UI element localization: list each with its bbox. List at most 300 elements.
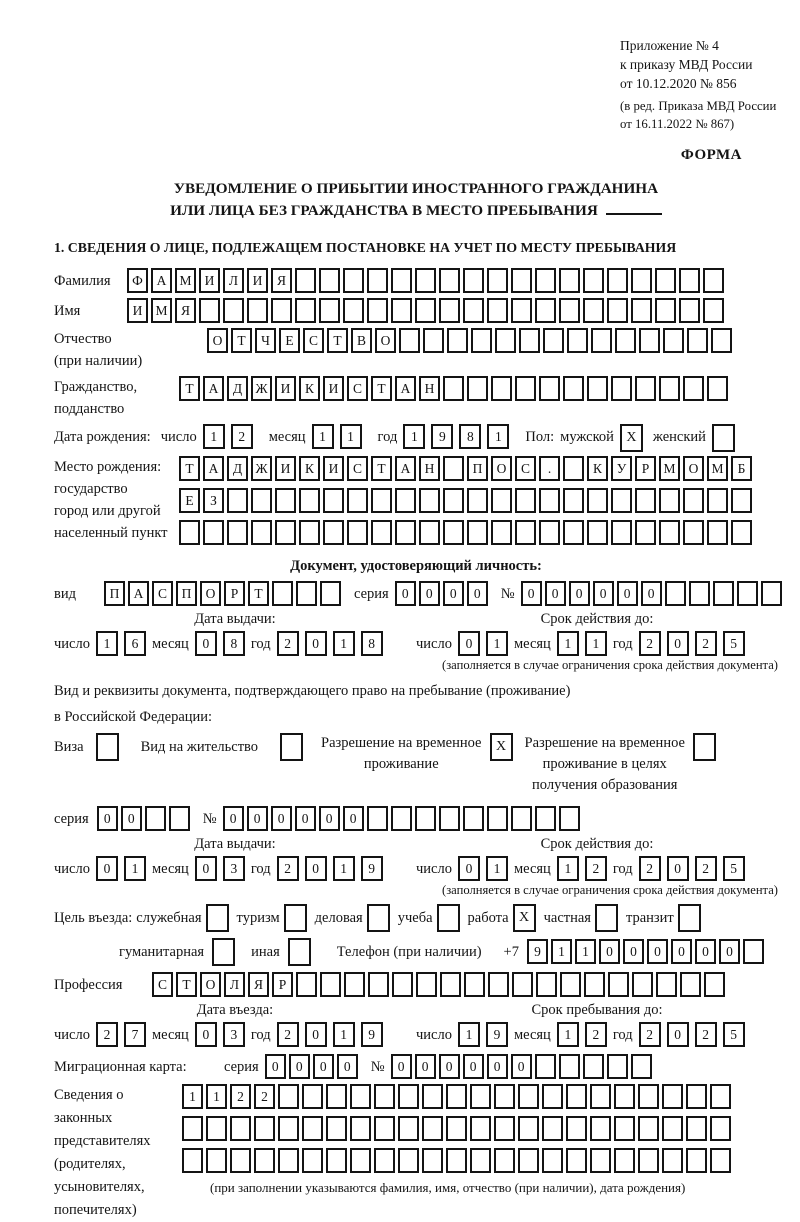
form-cell[interactable] (367, 298, 388, 323)
form-cell[interactable] (743, 939, 764, 964)
form-cell[interactable] (559, 298, 580, 323)
form-cell[interactable]: А (395, 376, 416, 401)
form-cell[interactable]: Ф (127, 268, 148, 293)
form-cell[interactable]: Я (271, 268, 292, 293)
form-cell[interactable]: 7 (124, 1022, 146, 1047)
form-cell[interactable] (464, 972, 485, 997)
form-cell[interactable]: Д (227, 376, 248, 401)
form-cell[interactable] (419, 520, 440, 545)
form-cell[interactable]: 2 (585, 1022, 607, 1047)
form-cell[interactable] (686, 1116, 707, 1141)
form-cell[interactable] (683, 488, 704, 513)
form-cell[interactable] (470, 1148, 491, 1173)
form-cell[interactable] (590, 1084, 611, 1109)
form-cell[interactable] (707, 376, 728, 401)
form-cell[interactable]: 0 (343, 806, 364, 831)
form-cell[interactable]: 2 (639, 631, 661, 656)
form-cell[interactable] (535, 806, 556, 831)
form-cell[interactable]: 2 (277, 1022, 299, 1047)
form-cell[interactable] (631, 298, 652, 323)
form-cell[interactable] (96, 733, 119, 761)
form-cell[interactable] (663, 328, 684, 353)
form-cell[interactable]: 2 (695, 1022, 717, 1047)
form-cell[interactable]: 0 (97, 806, 118, 831)
form-cell[interactable] (518, 1084, 539, 1109)
form-cell[interactable] (515, 376, 536, 401)
form-cell[interactable]: 0 (593, 581, 614, 606)
form-cell[interactable]: 0 (458, 631, 480, 656)
form-cell[interactable] (223, 298, 244, 323)
form-cell[interactable]: П (104, 581, 125, 606)
form-cell[interactable] (320, 972, 341, 997)
form-cell[interactable] (665, 581, 686, 606)
form-cell[interactable]: Д (227, 456, 248, 481)
form-cell[interactable] (422, 1116, 443, 1141)
form-cell[interactable] (607, 1054, 628, 1079)
form-cell[interactable] (271, 298, 292, 323)
form-cell[interactable]: Л (223, 268, 244, 293)
form-cell[interactable] (423, 328, 444, 353)
form-cell[interactable] (687, 328, 708, 353)
form-cell[interactable]: 1 (458, 1022, 480, 1047)
form-cell[interactable]: 0 (599, 939, 620, 964)
form-cell[interactable] (539, 520, 560, 545)
form-cell[interactable]: 0 (195, 1022, 217, 1047)
form-cell[interactable]: 9 (431, 424, 453, 449)
form-cell[interactable]: 1 (403, 424, 425, 449)
form-cell[interactable] (374, 1084, 395, 1109)
form-cell[interactable]: М (659, 456, 680, 481)
form-cell[interactable]: О (200, 972, 221, 997)
form-cell[interactable]: С (152, 581, 173, 606)
form-cell[interactable] (470, 1116, 491, 1141)
form-cell[interactable] (326, 1084, 347, 1109)
form-cell[interactable]: Е (279, 328, 300, 353)
form-cell[interactable]: 9 (527, 939, 548, 964)
form-cell[interactable]: X (513, 904, 536, 932)
form-cell[interactable]: Т (248, 581, 269, 606)
form-cell[interactable]: 1 (486, 856, 508, 881)
form-cell[interactable]: 0 (617, 581, 638, 606)
form-cell[interactable] (206, 1148, 227, 1173)
form-cell[interactable]: А (151, 268, 172, 293)
form-cell[interactable]: 1 (203, 424, 225, 449)
form-cell[interactable] (542, 1116, 563, 1141)
form-cell[interactable] (395, 520, 416, 545)
form-cell[interactable] (416, 972, 437, 997)
form-cell[interactable] (326, 1148, 347, 1173)
form-cell[interactable] (391, 298, 412, 323)
form-cell[interactable] (539, 376, 560, 401)
form-cell[interactable]: 5 (723, 631, 745, 656)
form-cell[interactable] (443, 520, 464, 545)
form-cell[interactable] (350, 1084, 371, 1109)
form-cell[interactable] (587, 488, 608, 513)
form-cell[interactable]: В (351, 328, 372, 353)
form-cell[interactable] (443, 488, 464, 513)
form-cell[interactable]: М (707, 456, 728, 481)
form-cell[interactable] (399, 328, 420, 353)
form-cell[interactable] (326, 1116, 347, 1141)
form-cell[interactable] (608, 972, 629, 997)
form-cell[interactable] (563, 456, 584, 481)
form-cell[interactable] (230, 1116, 251, 1141)
form-cell[interactable]: 0 (195, 856, 217, 881)
form-cell[interactable] (254, 1148, 275, 1173)
form-cell[interactable] (712, 424, 735, 452)
form-cell[interactable] (199, 298, 220, 323)
form-cell[interactable]: 0 (443, 581, 464, 606)
form-cell[interactable] (656, 972, 677, 997)
form-cell[interactable]: П (467, 456, 488, 481)
form-cell[interactable] (655, 298, 676, 323)
form-cell[interactable] (275, 520, 296, 545)
form-cell[interactable] (415, 268, 436, 293)
form-cell[interactable] (488, 972, 509, 997)
form-cell[interactable] (395, 488, 416, 513)
form-cell[interactable]: 2 (231, 424, 253, 449)
form-cell[interactable] (703, 298, 724, 323)
form-cell[interactable] (422, 1084, 443, 1109)
form-cell[interactable] (583, 1054, 604, 1079)
form-cell[interactable] (583, 298, 604, 323)
form-cell[interactable] (638, 1084, 659, 1109)
form-cell[interactable] (662, 1084, 683, 1109)
form-cell[interactable] (422, 1148, 443, 1173)
form-cell[interactable] (439, 806, 460, 831)
form-cell[interactable]: О (207, 328, 228, 353)
form-cell[interactable]: 2 (277, 856, 299, 881)
form-cell[interactable] (487, 298, 508, 323)
form-cell[interactable] (611, 488, 632, 513)
form-cell[interactable]: 1 (575, 939, 596, 964)
form-cell[interactable] (710, 1084, 731, 1109)
form-cell[interactable]: 1 (124, 856, 146, 881)
form-cell[interactable] (471, 328, 492, 353)
form-cell[interactable] (251, 488, 272, 513)
form-cell[interactable] (443, 456, 464, 481)
form-cell[interactable] (179, 520, 200, 545)
form-cell[interactable] (535, 298, 556, 323)
form-cell[interactable] (635, 488, 656, 513)
form-cell[interactable]: П (176, 581, 197, 606)
form-cell[interactable] (347, 488, 368, 513)
form-cell[interactable]: 0 (419, 581, 440, 606)
form-cell[interactable]: 0 (319, 806, 340, 831)
form-cell[interactable] (463, 268, 484, 293)
form-cell[interactable]: С (152, 972, 173, 997)
form-cell[interactable]: 2 (639, 856, 661, 881)
form-cell[interactable] (635, 376, 656, 401)
form-cell[interactable]: 2 (585, 856, 607, 881)
form-cell[interactable]: С (347, 456, 368, 481)
form-cell[interactable] (678, 904, 701, 932)
form-cell[interactable] (212, 938, 235, 966)
form-cell[interactable] (392, 972, 413, 997)
form-cell[interactable] (680, 972, 701, 997)
form-cell[interactable] (711, 328, 732, 353)
form-cell[interactable] (278, 1084, 299, 1109)
form-cell[interactable] (437, 904, 460, 932)
form-cell[interactable]: 0 (667, 631, 689, 656)
form-cell[interactable]: 0 (511, 1054, 532, 1079)
form-cell[interactable]: А (203, 456, 224, 481)
form-cell[interactable] (662, 1148, 683, 1173)
form-cell[interactable] (587, 376, 608, 401)
form-cell[interactable]: 5 (723, 1022, 745, 1047)
form-cell[interactable] (344, 972, 365, 997)
form-cell[interactable] (367, 268, 388, 293)
form-cell[interactable] (467, 376, 488, 401)
form-cell[interactable] (398, 1116, 419, 1141)
form-cell[interactable] (302, 1084, 323, 1109)
form-cell[interactable]: 2 (96, 1022, 118, 1047)
form-cell[interactable]: X (620, 424, 643, 452)
form-cell[interactable] (463, 298, 484, 323)
form-cell[interactable] (463, 806, 484, 831)
form-cell[interactable] (710, 1116, 731, 1141)
form-cell[interactable]: 5 (723, 856, 745, 881)
form-cell[interactable] (491, 488, 512, 513)
form-cell[interactable]: К (587, 456, 608, 481)
form-cell[interactable]: 1 (96, 631, 118, 656)
form-cell[interactable]: А (203, 376, 224, 401)
form-cell[interactable] (203, 520, 224, 545)
form-cell[interactable]: О (200, 581, 221, 606)
form-cell[interactable]: 0 (545, 581, 566, 606)
form-cell[interactable]: Я (175, 298, 196, 323)
form-cell[interactable] (539, 488, 560, 513)
form-cell[interactable]: И (247, 268, 268, 293)
form-cell[interactable] (737, 581, 758, 606)
form-cell[interactable] (683, 376, 704, 401)
form-cell[interactable]: Т (179, 376, 200, 401)
form-cell[interactable]: 0 (487, 1054, 508, 1079)
form-cell[interactable]: А (128, 581, 149, 606)
form-cell[interactable]: 0 (641, 581, 662, 606)
form-cell[interactable]: 0 (395, 581, 416, 606)
form-cell[interactable] (494, 1116, 515, 1141)
form-cell[interactable]: 0 (337, 1054, 358, 1079)
form-cell[interactable] (686, 1084, 707, 1109)
form-cell[interactable] (559, 806, 580, 831)
form-cell[interactable] (491, 520, 512, 545)
form-cell[interactable]: 2 (695, 631, 717, 656)
form-cell[interactable]: 1 (551, 939, 572, 964)
form-cell[interactable]: 0 (719, 939, 740, 964)
form-cell[interactable]: Ж (251, 376, 272, 401)
form-cell[interactable] (296, 972, 317, 997)
form-cell[interactable] (439, 268, 460, 293)
form-cell[interactable] (367, 904, 390, 932)
form-cell[interactable]: 1 (557, 856, 579, 881)
form-cell[interactable] (559, 268, 580, 293)
form-cell[interactable] (590, 1116, 611, 1141)
form-cell[interactable] (230, 1148, 251, 1173)
form-cell[interactable] (683, 520, 704, 545)
form-cell[interactable]: 6 (124, 631, 146, 656)
form-cell[interactable] (247, 298, 268, 323)
form-cell[interactable] (707, 488, 728, 513)
form-cell[interactable] (419, 488, 440, 513)
form-cell[interactable] (227, 520, 248, 545)
form-cell[interactable] (470, 1084, 491, 1109)
form-cell[interactable] (391, 806, 412, 831)
form-cell[interactable]: 1 (333, 631, 355, 656)
form-cell[interactable]: 0 (247, 806, 268, 831)
form-cell[interactable] (284, 904, 307, 932)
form-cell[interactable]: 3 (223, 856, 245, 881)
form-cell[interactable]: 3 (223, 1022, 245, 1047)
form-cell[interactable] (710, 1148, 731, 1173)
form-cell[interactable]: Ж (251, 456, 272, 481)
form-cell[interactable] (693, 733, 716, 761)
form-cell[interactable] (518, 1148, 539, 1173)
form-cell[interactable]: 2 (639, 1022, 661, 1047)
form-cell[interactable] (713, 581, 734, 606)
form-cell[interactable] (299, 520, 320, 545)
form-cell[interactable]: И (275, 456, 296, 481)
form-cell[interactable] (614, 1084, 635, 1109)
form-cell[interactable]: 0 (671, 939, 692, 964)
form-cell[interactable] (320, 581, 341, 606)
form-cell[interactable] (535, 268, 556, 293)
form-cell[interactable]: 0 (223, 806, 244, 831)
form-cell[interactable]: 1 (312, 424, 334, 449)
form-cell[interactable] (467, 520, 488, 545)
form-cell[interactable] (535, 1054, 556, 1079)
form-cell[interactable]: И (323, 376, 344, 401)
form-cell[interactable] (566, 1116, 587, 1141)
form-cell[interactable] (145, 806, 166, 831)
form-cell[interactable] (350, 1148, 371, 1173)
form-cell[interactable]: 1 (333, 1022, 355, 1047)
form-cell[interactable] (371, 520, 392, 545)
form-cell[interactable]: О (491, 456, 512, 481)
form-cell[interactable] (169, 806, 190, 831)
form-cell[interactable] (689, 581, 710, 606)
form-cell[interactable] (659, 520, 680, 545)
form-cell[interactable]: Т (179, 456, 200, 481)
form-cell[interactable] (182, 1148, 203, 1173)
form-cell[interactable]: У (611, 456, 632, 481)
form-cell[interactable]: С (515, 456, 536, 481)
form-cell[interactable] (443, 376, 464, 401)
form-cell[interactable]: Б (731, 456, 752, 481)
form-cell[interactable] (288, 938, 311, 966)
form-cell[interactable] (487, 806, 508, 831)
form-cell[interactable]: 0 (463, 1054, 484, 1079)
form-cell[interactable] (679, 268, 700, 293)
form-cell[interactable] (607, 298, 628, 323)
form-cell[interactable]: Н (419, 376, 440, 401)
form-cell[interactable]: 0 (623, 939, 644, 964)
form-cell[interactable] (511, 268, 532, 293)
form-cell[interactable] (278, 1148, 299, 1173)
form-cell[interactable] (638, 1148, 659, 1173)
form-cell[interactable] (494, 1148, 515, 1173)
form-cell[interactable]: Р (224, 581, 245, 606)
form-cell[interactable]: А (395, 456, 416, 481)
form-cell[interactable] (415, 806, 436, 831)
form-cell[interactable] (731, 488, 752, 513)
form-cell[interactable]: 0 (667, 856, 689, 881)
form-cell[interactable]: 9 (361, 1022, 383, 1047)
form-cell[interactable] (638, 1116, 659, 1141)
form-cell[interactable] (299, 488, 320, 513)
form-cell[interactable] (391, 268, 412, 293)
form-cell[interactable] (350, 1116, 371, 1141)
form-cell[interactable]: 0 (305, 631, 327, 656)
form-cell[interactable] (607, 268, 628, 293)
form-cell[interactable] (447, 328, 468, 353)
form-cell[interactable] (632, 972, 653, 997)
form-cell[interactable] (251, 520, 272, 545)
form-cell[interactable] (302, 1148, 323, 1173)
form-cell[interactable] (631, 1054, 652, 1079)
form-cell[interactable]: С (347, 376, 368, 401)
form-cell[interactable]: . (539, 456, 560, 481)
form-cell[interactable]: Л (224, 972, 245, 997)
form-cell[interactable]: 8 (459, 424, 481, 449)
form-cell[interactable]: 9 (486, 1022, 508, 1047)
form-cell[interactable] (446, 1148, 467, 1173)
form-cell[interactable] (563, 520, 584, 545)
form-cell[interactable] (559, 1054, 580, 1079)
form-cell[interactable] (662, 1116, 683, 1141)
form-cell[interactable] (590, 1148, 611, 1173)
form-cell[interactable]: 0 (195, 631, 217, 656)
form-cell[interactable] (275, 488, 296, 513)
form-cell[interactable]: 2 (254, 1084, 275, 1109)
form-cell[interactable]: Р (635, 456, 656, 481)
form-cell[interactable]: 0 (295, 806, 316, 831)
form-cell[interactable] (686, 1148, 707, 1173)
form-cell[interactable] (703, 268, 724, 293)
form-cell[interactable]: 1 (486, 631, 508, 656)
form-cell[interactable] (707, 520, 728, 545)
form-cell[interactable] (563, 376, 584, 401)
form-cell[interactable] (182, 1116, 203, 1141)
form-cell[interactable] (536, 972, 557, 997)
form-cell[interactable] (519, 328, 540, 353)
form-cell[interactable]: 0 (391, 1054, 412, 1079)
form-cell[interactable]: Т (371, 376, 392, 401)
form-cell[interactable] (511, 806, 532, 831)
form-cell[interactable]: Р (272, 972, 293, 997)
form-cell[interactable] (583, 268, 604, 293)
form-cell[interactable] (518, 1116, 539, 1141)
form-cell[interactable]: 0 (647, 939, 668, 964)
form-cell[interactable] (206, 1116, 227, 1141)
form-cell[interactable]: О (375, 328, 396, 353)
form-cell[interactable] (542, 1148, 563, 1173)
form-cell[interactable] (563, 488, 584, 513)
form-cell[interactable]: И (127, 298, 148, 323)
form-cell[interactable] (595, 904, 618, 932)
form-cell[interactable] (467, 488, 488, 513)
form-cell[interactable]: 0 (569, 581, 590, 606)
form-cell[interactable] (631, 268, 652, 293)
form-cell[interactable]: 1 (487, 424, 509, 449)
form-cell[interactable] (367, 806, 388, 831)
form-cell[interactable]: К (299, 376, 320, 401)
form-cell[interactable] (566, 1084, 587, 1109)
form-cell[interactable]: 8 (361, 631, 383, 656)
form-cell[interactable]: 2 (277, 631, 299, 656)
form-cell[interactable]: М (151, 298, 172, 323)
form-cell[interactable] (655, 268, 676, 293)
